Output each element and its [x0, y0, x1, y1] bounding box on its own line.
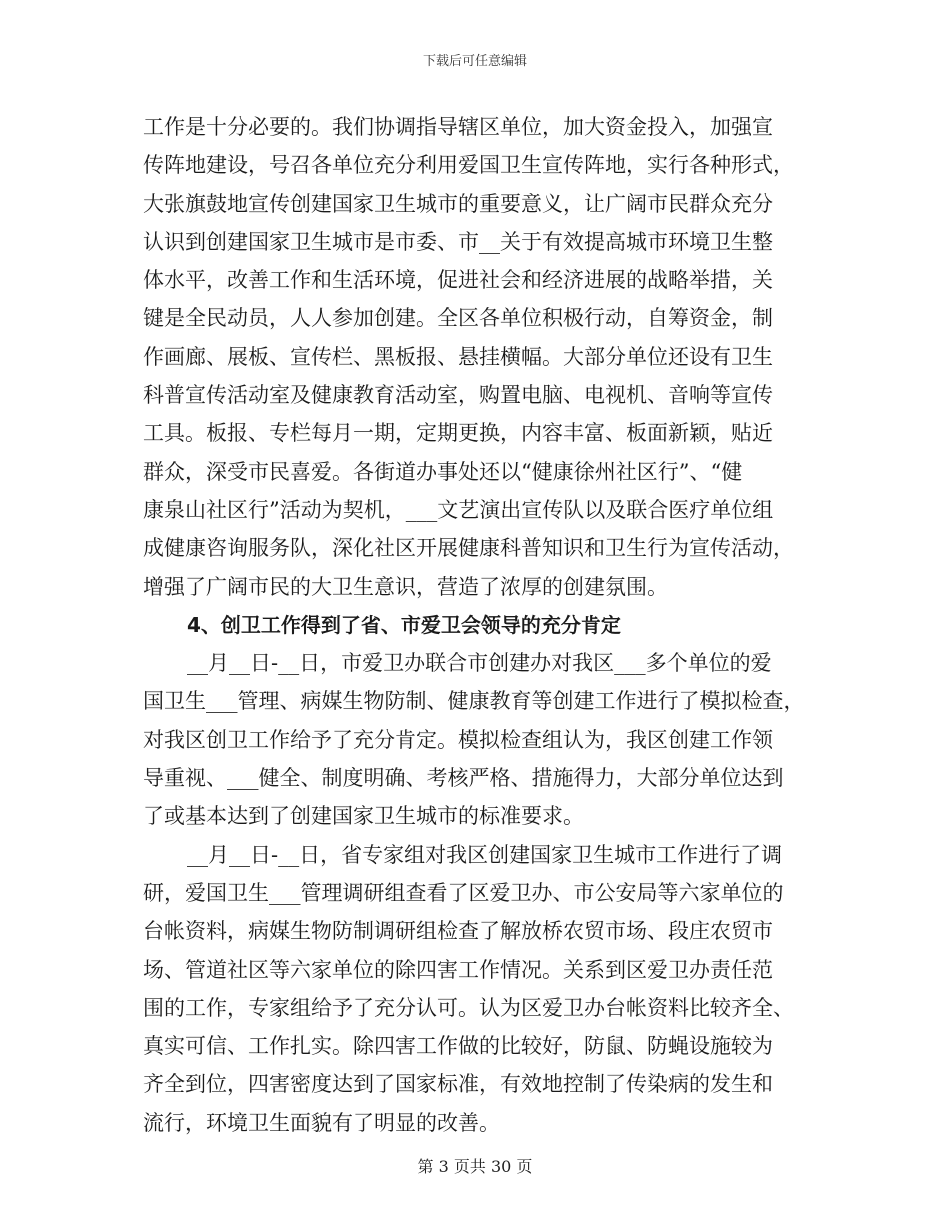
text-line: 齐全到位，四害密度达到了国家标准，有效地控制了传染病的发生和 [143, 1072, 773, 1097]
page-header-note: 下载后可任意编辑 [422, 54, 527, 69]
text-line: 国卫生___管理、病媒生物防制、健康教育等创建工作进行了模拟检查， [143, 689, 805, 714]
text-line: 康泉山社区行”活动为契机，___文艺演出宣传队以及联合医疗单位组 [143, 497, 774, 522]
text-line: 体水平，改善工作和生活环境，促进社会和经济进展的战略举措，关 [143, 268, 773, 293]
text-line: 场、管道社区等六家单位的除四害工作情况。关系到区爱卫办责任范 [143, 957, 773, 982]
text-line: 工作是十分必要的。我们协调指导辖区单位，加大资金投入，加强宣 [143, 115, 773, 139]
text-line: 大张旗鼓地宣传创建国家卫生城市的重要意义，让广阔市民群众充分 [143, 191, 773, 216]
paragraph-3 [143, 836, 813, 1142]
page-number: 第 3 页共 30 页 [417, 1157, 533, 1176]
section-heading [143, 606, 813, 644]
text-line: 成健康咨询服务队，深化社区开展健康科普知识和卫生行为宣传活动， [143, 536, 794, 561]
text-line: __月__日-__日，省专家组对我区创建国家卫生城市工作进行了调 [187, 842, 783, 867]
text-line: 作画廊、展板、宣传栏、黑板报、悬挂横幅。大部分单位还设有卫生 [143, 344, 773, 369]
text-line: 对我区创卫工作给予了充分肯定。模拟检查组认为，我区创建工作领 [143, 727, 773, 752]
text-line: 了或基本达到了创建国家卫生城市的标准要求。 [143, 804, 584, 829]
text-line: 传阵地建设，号召各单位充分利用爱国卫生宣传阵地，实行各种形式， [143, 153, 794, 178]
paragraph-1 [143, 108, 813, 606]
text-line: __月__日-__日，市爱卫办联合市创建办对我区___多个单位的爱 [187, 651, 772, 676]
text-line: 增强了广阔市民的大卫生意识，营造了浓厚的创建氛围。 [143, 574, 668, 599]
text-line: 认识到创建国家卫生城市是市委、市__关于有效提高城市环境卫生整 [143, 229, 773, 254]
text-line: 科普宣传活动室及健康教育活动室，购置电脑、电视机、音响等宣传 [143, 383, 773, 408]
text-line: 研，爱国卫生___管理调研组查看了区爱卫办、市公安局等六家单位的 [143, 880, 784, 905]
text-line: 流行，环境卫生面貌有了明显的改善。 [143, 1110, 500, 1135]
text-line: 围的工作，专家组给予了充分认可。认为区爱卫办台帐资料比较齐全、 [143, 995, 794, 1020]
text-line: 群众，深受市民喜爱。各街道办事处还以“健康徐州社区行”、“健 [143, 459, 743, 484]
text-line: 导重视、___健全、制度明确、考核严格、措施得力，大部分单位达到 [143, 766, 784, 791]
text-line: 真实可信、工作扎实。除四害工作做的比较好，防鼠、防蝇设施较为 [143, 1034, 773, 1059]
heading-text: 4、创卫工作得到了省、市爱卫会领导的充分肯定 [187, 612, 621, 637]
text-line: 台帐资料，病媒生物防制调研组检查了解放桥农贸市场、段庄农贸市 [143, 919, 773, 944]
text-line: 工具。板报、专栏每月一期，定期更换，内容丰富、板面新颖，贴近 [143, 421, 773, 446]
paragraph-2 [143, 644, 813, 835]
text-line: 键是全民动员，人人参加创建。全区各单位积极行动，自筹资金，制 [143, 306, 773, 331]
document-body [143, 108, 813, 1142]
